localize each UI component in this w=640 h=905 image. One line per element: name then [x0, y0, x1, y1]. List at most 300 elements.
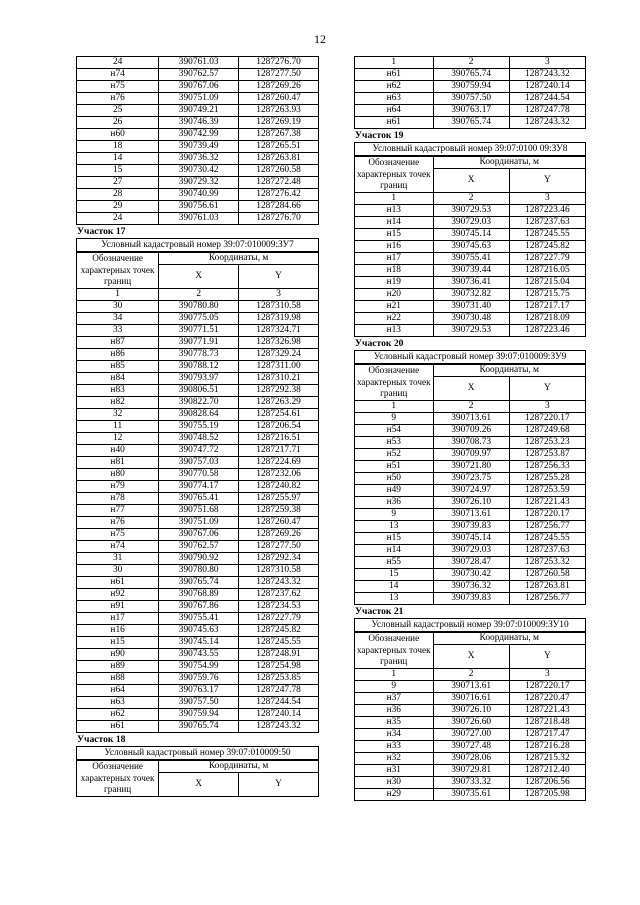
designation-header: Обозначение характерных точек границ: [355, 365, 434, 401]
designation-header: Обозначение характерных точек границ: [77, 761, 159, 797]
coord-y: 1287277.50: [239, 69, 319, 81]
table-row: [77, 649, 319, 661]
coord-y: 1287237.62: [239, 589, 319, 601]
coord-y: 1287263.81: [509, 581, 585, 593]
point-id: н89: [77, 661, 159, 673]
cadastral-number-21: Условный кадастровый номер 39:07:010009:ЗУ10: [354, 618, 586, 632]
point-id: н79: [77, 481, 159, 493]
coord-x: 390726.60: [433, 717, 509, 729]
coord-y: 1287276.42: [239, 189, 319, 201]
coord-x: 390713.61: [433, 509, 509, 521]
point-id: 24: [77, 57, 159, 69]
col-number: 2: [433, 669, 509, 681]
coord-y: 1287259.38: [239, 505, 319, 517]
point-id: 34: [77, 313, 159, 325]
coords-table-20: [354, 364, 586, 605]
coord-y: 1287243.32: [509, 117, 585, 129]
coord-y: 1287244.54: [239, 697, 319, 709]
table-row: [355, 681, 586, 693]
table-row: [77, 93, 319, 105]
x-header: X: [433, 645, 509, 669]
point-id: н19: [355, 277, 434, 289]
coord-y: 1287310.58: [239, 565, 319, 577]
coord-x: 390730.48: [433, 313, 509, 325]
point-id: н87: [77, 337, 159, 349]
coord-y: 1287324.71: [239, 325, 319, 337]
point-id: 9: [355, 509, 434, 521]
coord-x: 390727.48: [433, 741, 509, 753]
point-id: н18: [355, 265, 434, 277]
point-id: н76: [77, 517, 159, 529]
coord-x: 390709.26: [433, 425, 509, 437]
coord-y: 1287253.87: [509, 449, 585, 461]
point-id: 13: [355, 593, 434, 605]
coord-x: 390709.97: [433, 449, 509, 461]
coord-x: 390767.06: [159, 81, 239, 93]
coord-x: 390755.19: [159, 421, 239, 433]
coord-y: 1287248.91: [239, 649, 319, 661]
table-row: [77, 361, 319, 373]
coord-x: 390754.99: [159, 661, 239, 673]
cadastral-number-20: Условный кадастровый номер 39:07:010009:ЗУ9: [354, 350, 586, 364]
col-number: 2: [433, 193, 509, 205]
coord-y: 1287326.98: [239, 337, 319, 349]
coord-y: 1287223.46: [509, 325, 585, 337]
coord-y: 1287220.17: [509, 681, 585, 693]
coord-y: 1287292.34: [239, 553, 319, 565]
coord-x: 390745.63: [159, 625, 239, 637]
table-row: [355, 741, 586, 753]
section-title-20: Участок 20: [355, 338, 404, 349]
coord-x: 390793.97: [159, 373, 239, 385]
table-row: [355, 325, 586, 337]
point-id: н81: [77, 457, 159, 469]
coord-y: 1287220.17: [509, 413, 585, 425]
point-id: н52: [355, 449, 434, 461]
point-id: н90: [77, 649, 159, 661]
coord-y: 1287232.06: [239, 469, 319, 481]
table-row: [77, 385, 319, 397]
coord-y: 1287263.81: [239, 153, 319, 165]
coord-x: 390726.10: [433, 497, 509, 509]
point-id: н61: [77, 721, 159, 733]
point-id: н53: [355, 437, 434, 449]
coord-y: 1287272.48: [239, 177, 319, 189]
coordinates-header: Координаты, м: [159, 253, 319, 265]
coord-y: 1287260.58: [239, 165, 319, 177]
point-id: н36: [355, 497, 434, 509]
y-header: Y: [239, 773, 319, 797]
table-row: [77, 589, 319, 601]
coord-y: 1287276.70: [239, 213, 319, 225]
coord-y: 1287215.32: [509, 753, 585, 765]
point-id: н78: [77, 493, 159, 505]
section-title-17: Участок 17: [77, 226, 126, 237]
point-id: 13: [355, 521, 434, 533]
cadastral-number-18: Условный кадастровый номер 39:07:010009:50: [76, 746, 319, 760]
coord-y: 1287253.32: [509, 557, 585, 569]
point-id: н91: [77, 601, 159, 613]
coord-y: 1287247.78: [239, 685, 319, 697]
table-row: [355, 117, 586, 129]
point-id: н16: [355, 241, 434, 253]
table-row: [355, 229, 586, 241]
point-id: 33: [77, 325, 159, 337]
coord-x: 390708.73: [433, 437, 509, 449]
point-id: н54: [355, 425, 434, 437]
point-id: 9: [355, 413, 434, 425]
x-header: X: [433, 169, 509, 193]
coord-y: 1287247.78: [509, 105, 585, 117]
y-header: Y: [509, 645, 585, 669]
table-row: [355, 425, 586, 437]
coord-x: 390739.83: [433, 593, 509, 605]
col-number: 1: [355, 669, 434, 681]
table-row: [355, 313, 586, 325]
coord-y: 1287227.79: [509, 253, 585, 265]
coord-y: 1287217.71: [239, 445, 319, 457]
coord-x: 390739.49: [159, 141, 239, 153]
table-row: [77, 445, 319, 457]
table-row: [77, 337, 319, 349]
point-id: н61: [355, 69, 434, 81]
col-number: 1: [355, 57, 434, 69]
coord-x: 390806.51: [159, 385, 239, 397]
table-row: [77, 105, 319, 117]
coord-x: 390729.03: [433, 545, 509, 557]
point-id: н35: [355, 717, 434, 729]
point-id: 25: [77, 105, 159, 117]
table-row: [77, 613, 319, 625]
point-id: н36: [355, 705, 434, 717]
coord-x: 390762.57: [159, 69, 239, 81]
coord-y: 1287206.56: [509, 777, 585, 789]
coord-y: 1287221.43: [509, 497, 585, 509]
coord-x: 390761.03: [159, 213, 239, 225]
point-id: н60: [77, 129, 159, 141]
coord-x: 390728.47: [433, 557, 509, 569]
point-id: н64: [77, 685, 159, 697]
point-id: н15: [355, 229, 434, 241]
point-id: н13: [355, 325, 434, 337]
coord-y: 1287256.77: [509, 593, 585, 605]
designation-header: Обозначение характерных точек границ: [355, 157, 434, 193]
coord-x: 390771.51: [159, 325, 239, 337]
coord-y: 1287237.63: [509, 217, 585, 229]
coord-y: 1287269.26: [239, 81, 319, 93]
coord-y: 1287216.51: [239, 433, 319, 445]
coord-y: 1287255.28: [509, 473, 585, 485]
coord-x: 390780.80: [159, 301, 239, 313]
point-id: н16: [77, 625, 159, 637]
table-row: [77, 301, 319, 313]
coord-x: 390729.32: [159, 177, 239, 189]
coord-x: 390733.32: [433, 777, 509, 789]
point-id: н64: [355, 105, 434, 117]
coord-y: 1287269.19: [239, 117, 319, 129]
coord-y: 1287218.48: [509, 717, 585, 729]
coord-y: 1287253.59: [509, 485, 585, 497]
coord-y: 1287265.51: [239, 141, 319, 153]
point-id: 30: [77, 565, 159, 577]
coord-x: 390745.63: [433, 241, 509, 253]
coord-x: 390780.80: [159, 565, 239, 577]
table-row: [355, 473, 586, 485]
point-id: н84: [77, 373, 159, 385]
coord-x: 390757.50: [433, 93, 509, 105]
table-row: [355, 765, 586, 777]
coord-y: 1287244.54: [509, 93, 585, 105]
table-row: [77, 57, 319, 69]
coords-table-17: [76, 252, 319, 733]
coord-x: 390728.06: [433, 753, 509, 765]
coordinates-header: Координаты, м: [159, 761, 319, 773]
coord-y: 1287255.97: [239, 493, 319, 505]
table-row: [77, 469, 319, 481]
coord-y: 1287256.33: [509, 461, 585, 473]
point-id: 11: [77, 421, 159, 433]
coord-x: 390745.14: [433, 533, 509, 545]
point-id: н29: [355, 789, 434, 801]
point-id: н80: [77, 469, 159, 481]
coord-x: 390745.14: [433, 229, 509, 241]
coord-y: 1287276.70: [239, 57, 319, 69]
col-number: 2: [159, 289, 239, 301]
table-row: [77, 565, 319, 577]
table-row: [355, 289, 586, 301]
coord-y: 1287216.28: [509, 741, 585, 753]
table-row: [355, 533, 586, 545]
coord-y: 1287277.50: [239, 541, 319, 553]
coord-x: 390763.17: [159, 685, 239, 697]
coord-x: 390713.61: [433, 681, 509, 693]
coord-x: 390727.00: [433, 729, 509, 741]
table-row: [77, 541, 319, 553]
coord-x: 390751.09: [159, 93, 239, 105]
coord-y: 1287206.54: [239, 421, 319, 433]
coord-x: 390746.39: [159, 117, 239, 129]
point-id: 27: [77, 177, 159, 189]
table-row: [355, 521, 586, 533]
col-number: 3: [239, 289, 319, 301]
coord-y: 1287253.85: [239, 673, 319, 685]
table-row: [355, 485, 586, 497]
table-row: [355, 277, 586, 289]
point-id: н74: [77, 69, 159, 81]
coord-x: 390767.86: [159, 601, 239, 613]
point-id: н17: [355, 253, 434, 265]
coord-x: 390828.64: [159, 409, 239, 421]
coord-x: 390739.44: [433, 265, 509, 277]
point-id: 15: [77, 165, 159, 177]
coord-x: 390788.12: [159, 361, 239, 373]
coord-y: 1287245.55: [239, 637, 319, 649]
point-id: 30: [77, 301, 159, 313]
point-id: н88: [77, 673, 159, 685]
point-id: н50: [355, 473, 434, 485]
coord-y: 1287237.63: [509, 545, 585, 557]
coord-y: 1287292.38: [239, 385, 319, 397]
table-row: [355, 753, 586, 765]
coord-x: 390730.42: [433, 569, 509, 581]
coord-x: 390774.17: [159, 481, 239, 493]
coord-y: 1287267.38: [239, 129, 319, 141]
col-number: 2: [433, 57, 509, 69]
table-row: [77, 673, 319, 685]
table-row: [355, 557, 586, 569]
coord-x: 390729.81: [433, 765, 509, 777]
coord-x: 390747.72: [159, 445, 239, 457]
coord-y: 1287217.17: [509, 301, 585, 313]
coord-y: 1287245.55: [509, 533, 585, 545]
table-row: [355, 265, 586, 277]
table-row: [77, 409, 319, 421]
coord-y: 1287240.14: [239, 709, 319, 721]
coord-x: 390755.41: [433, 253, 509, 265]
section-title-19: Участок 19: [355, 130, 404, 141]
coord-y: 1287227.79: [239, 613, 319, 625]
coord-x: 390729.53: [433, 205, 509, 217]
point-id: н33: [355, 741, 434, 753]
table-row: [77, 69, 319, 81]
coord-y: 1287220.17: [509, 509, 585, 521]
coords-table-21: [354, 632, 586, 801]
table-row: [355, 253, 586, 265]
coord-y: 1287240.82: [239, 481, 319, 493]
table-row: [355, 777, 586, 789]
coordinates-header: Координаты, м: [433, 633, 585, 645]
coord-x: 390736.41: [433, 277, 509, 289]
table-row: [77, 685, 319, 697]
table-row: [77, 529, 319, 541]
table-row: [355, 581, 586, 593]
table-row: [355, 729, 586, 741]
point-id: н83: [77, 385, 159, 397]
point-id: н51: [355, 461, 434, 473]
table-row: [77, 397, 319, 409]
point-id: н61: [355, 117, 434, 129]
coord-y: 1287256.77: [509, 521, 585, 533]
coord-x: 390726.10: [433, 705, 509, 717]
coord-y: 1287319.98: [239, 313, 319, 325]
table-row: [77, 577, 319, 589]
point-id: н20: [355, 289, 434, 301]
point-id: н77: [77, 505, 159, 517]
point-id: н40: [77, 445, 159, 457]
table-row: [77, 421, 319, 433]
coord-y: 1287260.47: [239, 93, 319, 105]
table-row: [77, 517, 319, 529]
table-row: [77, 189, 319, 201]
coord-x: 390767.06: [159, 529, 239, 541]
table-row: [355, 93, 586, 105]
coords-table-18: [76, 760, 319, 797]
point-id: н63: [355, 93, 434, 105]
coord-y: 1287223.46: [509, 205, 585, 217]
coord-x: 390763.17: [433, 105, 509, 117]
table-row: [77, 213, 319, 225]
y-header: Y: [509, 377, 585, 401]
coord-y: 1287254.98: [239, 661, 319, 673]
point-id: н21: [355, 301, 434, 313]
table-row: [77, 177, 319, 189]
point-id: 12: [77, 433, 159, 445]
point-id: н15: [77, 637, 159, 649]
coord-x: 390778.73: [159, 349, 239, 361]
coord-x: 390730.42: [159, 165, 239, 177]
point-id: н31: [355, 765, 434, 777]
col-number: 3: [509, 193, 585, 205]
coord-x: 390731.40: [433, 301, 509, 313]
coord-x: 390745.14: [159, 637, 239, 649]
coord-y: 1287245.82: [239, 625, 319, 637]
coord-x: 390740.99: [159, 189, 239, 201]
table-row: [77, 505, 319, 517]
coord-y: 1287260.58: [509, 569, 585, 581]
y-header: Y: [239, 265, 319, 289]
coord-x: 390751.09: [159, 517, 239, 529]
point-id: н76: [77, 93, 159, 105]
coord-x: 390765.74: [159, 577, 239, 589]
point-id: 14: [355, 581, 434, 593]
cadastral-number-17: Условный кадастровый номер 39:07:010009:ЗУ7: [76, 238, 319, 252]
coord-y: 1287215.75: [509, 289, 585, 301]
coord-y: 1287263.29: [239, 397, 319, 409]
table-row: [77, 637, 319, 649]
table-row: [77, 81, 319, 93]
designation-header: Обозначение характерных точек границ: [77, 253, 159, 289]
table-row: [355, 105, 586, 117]
point-id: н15: [355, 533, 434, 545]
coord-x: 390736.32: [433, 581, 509, 593]
coord-x: 390762.57: [159, 541, 239, 553]
point-id: н34: [355, 729, 434, 741]
coord-y: 1287329.24: [239, 349, 319, 361]
table-row: [77, 553, 319, 565]
coords-table-continued-18: [354, 56, 586, 129]
coord-x: 390748.52: [159, 433, 239, 445]
table-row: [77, 697, 319, 709]
coord-y: 1287269.26: [239, 529, 319, 541]
section-title-18: Участок 18: [77, 734, 126, 745]
coord-x: 390759.76: [159, 673, 239, 685]
coord-x: 390765.74: [433, 69, 509, 81]
coord-y: 1287311.00: [239, 361, 319, 373]
table-row: [355, 789, 586, 801]
point-id: н75: [77, 529, 159, 541]
y-header: Y: [509, 169, 585, 193]
point-id: н82: [77, 397, 159, 409]
point-id: н49: [355, 485, 434, 497]
point-id: 32: [77, 409, 159, 421]
table-row: [77, 165, 319, 177]
coord-x: 390739.83: [433, 521, 509, 533]
x-header: X: [433, 377, 509, 401]
col-number: 1: [77, 289, 159, 301]
coord-y: 1287245.55: [509, 229, 585, 241]
coord-x: 390757.03: [159, 457, 239, 469]
point-id: 18: [77, 141, 159, 153]
table-row: [77, 141, 319, 153]
table-row: [355, 593, 586, 605]
coord-x: 390761.03: [159, 57, 239, 69]
col-number: 1: [355, 401, 434, 413]
point-id: н62: [77, 709, 159, 721]
coord-x: 390755.41: [159, 613, 239, 625]
point-id: н74: [77, 541, 159, 553]
coord-y: 1287284.66: [239, 201, 319, 213]
coord-y: 1287245.82: [509, 241, 585, 253]
